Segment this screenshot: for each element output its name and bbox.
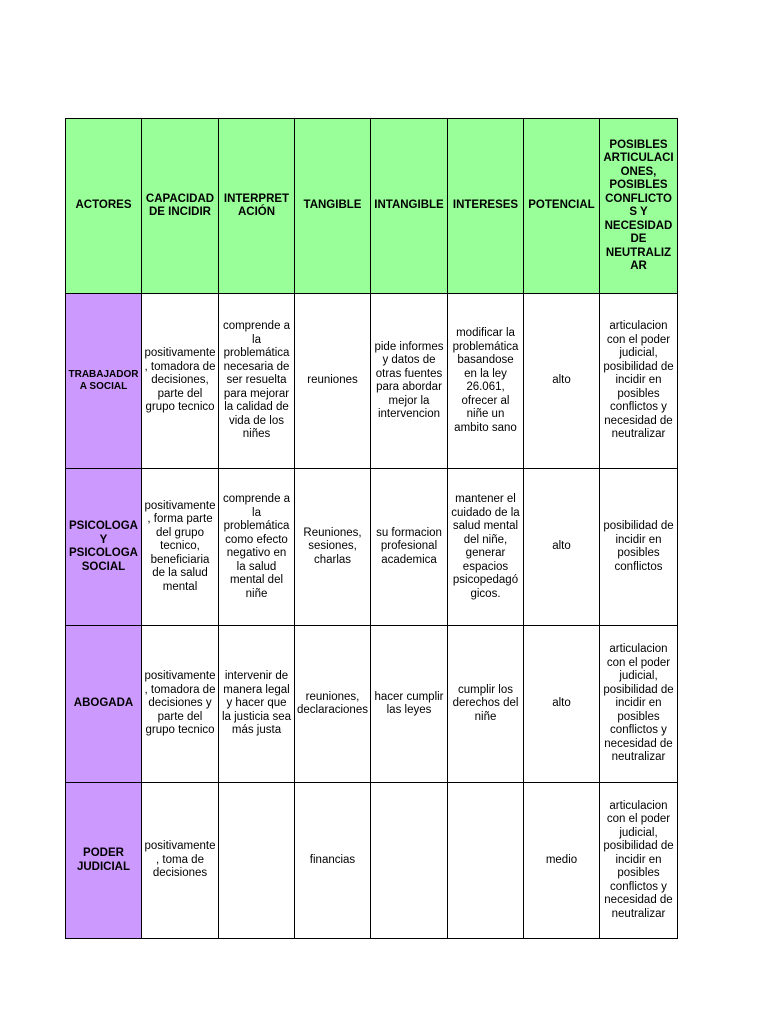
header-potencial: POTENCIAL [524,119,600,294]
header-articulaciones: POSIBLES ARTICULACIONES, POSIBLES CONFLICTOS Y NECESIDAD DE NEUTRALIZAR [600,119,678,294]
interpretacion-cell: comprende a la problemática necesaria de ser resuelta para mejorar la calidad de vida de los niñes [219,294,295,469]
capacidad-cell: positivamente, toma de decisiones [142,783,219,939]
tangible-cell: reuniones [295,294,371,469]
header-tangible: TANGIBLE [295,119,371,294]
actors-table [65,118,678,939]
header-capacidad: CAPACIDAD DE INCIDIR [142,119,219,294]
tangible-cell: Reuniones, sesiones, charlas [295,469,371,626]
intereses-cell [448,783,524,939]
potencial-cell: alto [524,294,600,469]
potencial-cell: alto [524,469,600,626]
intangible-cell: su formacion profesional academica [371,469,448,626]
articulaciones-cell: articulacion con el poder judicial, posibilidad de incidir en posibles conflictos y necesidad de neutralizar [600,294,678,469]
articulaciones-cell: articulacion con el poder judicial, posibilidad de incidir en posibles conflictos y necesidad de neutralizar [600,626,678,783]
potencial-cell: alto [524,626,600,783]
interpretacion-cell: comprende a la problemática como efecto negativo en la salud mental del niñe [219,469,295,626]
table-row [66,469,678,626]
intangible-cell [371,783,448,939]
actor-cell: PSICOLOGA Y PSICOLOGA SOCIAL [66,469,142,626]
capacidad-cell: positivamente, tomadora de decisiones, parte del grupo tecnico [142,294,219,469]
header-intangible: INTANGIBLE [371,119,448,294]
capacidad-cell: positivamente, tomadora de decisiones y parte del grupo tecnico [142,626,219,783]
table-row [66,626,678,783]
capacidad-cell: positivamente, forma parte del grupo tecnico, beneficiaria de la salud mental [142,469,219,626]
potencial-cell: medio [524,783,600,939]
table-row [66,783,678,939]
actor-cell: PODER JUDICIAL [66,783,142,939]
actor-cell: ABOGADA [66,626,142,783]
intangible-cell: pide informes y datos de otras fuentes para abordar mejor la intervencion [371,294,448,469]
intangible-cell: hacer cumplir las leyes [371,626,448,783]
articulaciones-cell: articulacion con el poder judicial, posibilidad de incidir en posibles conflictos y necesidad de neutralizar [600,783,678,939]
articulaciones-cell: posibilidad de incidir en posibles conflictos [600,469,678,626]
intereses-cell: cumplir los derechos del niñe [448,626,524,783]
intereses-cell: modificar la problemática basandose en la ley 26.061, ofrecer al niñe un ambito sano [448,294,524,469]
header-actores: ACTORES [66,119,142,294]
table-row [66,294,678,469]
actor-cell: TRABAJADOR A SOCIAL [66,294,142,469]
interpretacion-cell: intervenir de manera legal y hacer que la justicia sea más justa [219,626,295,783]
intereses-cell: mantener el cuidado de la salud mental del niñe, generar espacios psicopedagógicos. [448,469,524,626]
header-intereses: INTERESES [448,119,524,294]
header-interpretacion: INTERPRETACIÓN [219,119,295,294]
actors-matrix-sheet [65,118,677,939]
tangible-cell: reuniones, declaraciones [295,626,371,783]
header-row [66,119,678,294]
interpretacion-cell [219,783,295,939]
tangible-cell: financias [295,783,371,939]
